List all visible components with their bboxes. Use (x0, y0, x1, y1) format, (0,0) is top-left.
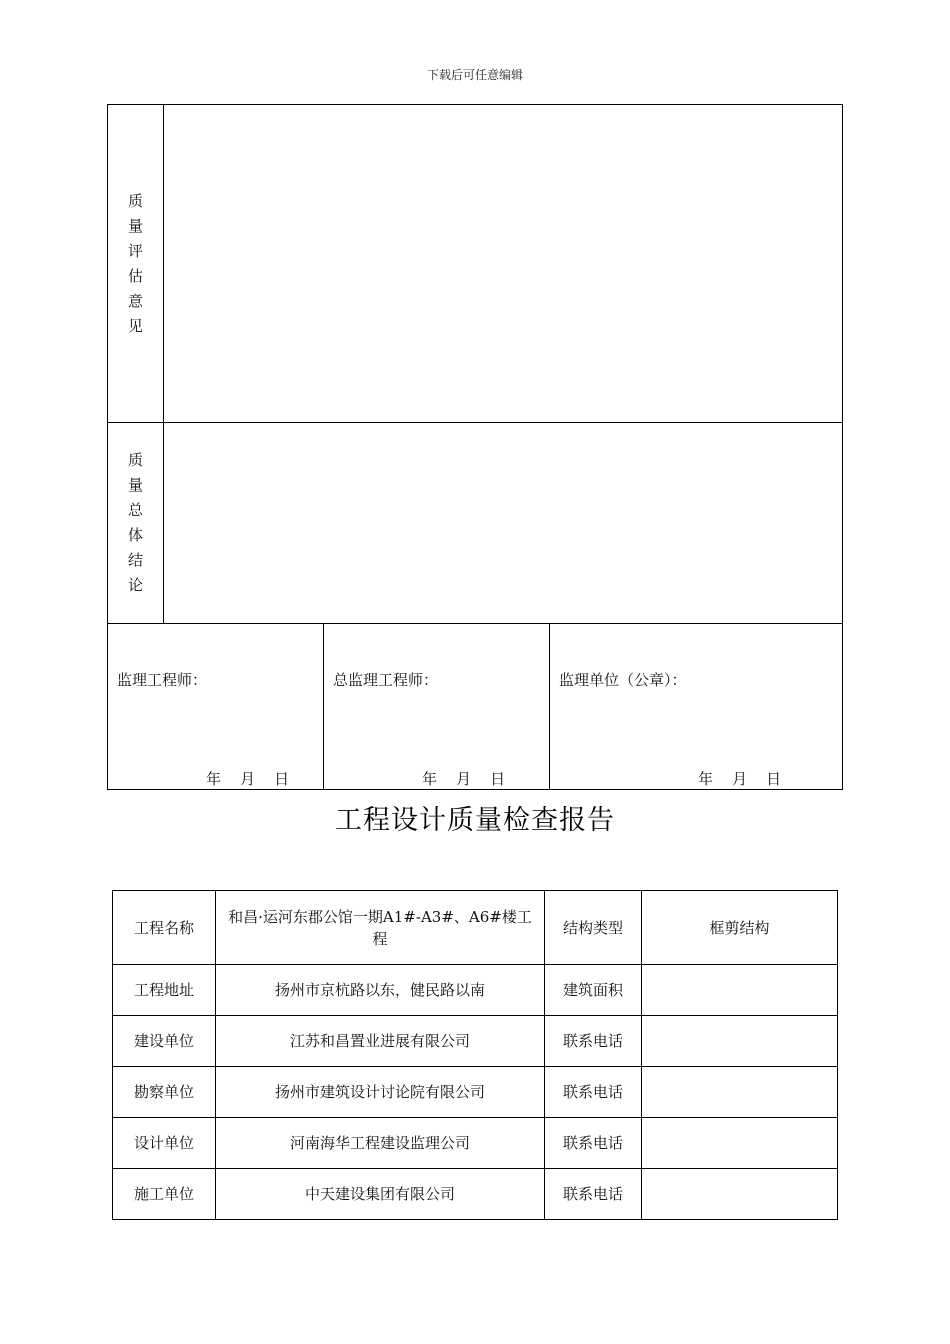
row-label: 联系电话 (545, 1169, 642, 1220)
supervision-unit-label: 监理单位（公章）： (559, 671, 687, 689)
supervising-engineer-signature[interactable] (108, 624, 324, 789)
quality-conclusion-content[interactable] (164, 423, 842, 623)
quality-assessment-label-cell (108, 105, 164, 422)
table-row (113, 1016, 838, 1067)
row-label: 结构类型 (545, 891, 642, 965)
quality-assessment-content[interactable] (164, 105, 842, 422)
row-label: 联系电话 (545, 1118, 642, 1169)
quality-evaluation-table (107, 104, 843, 790)
quality-conclusion-label-cell (108, 423, 164, 623)
quality-assessment-row (108, 105, 842, 423)
row-label: 联系电话 (545, 1067, 642, 1118)
supervision-unit-seal[interactable] (550, 624, 842, 789)
table-row (113, 1169, 838, 1220)
chief-supervising-engineer-label: 总监理工程师： (333, 671, 439, 689)
table-row (113, 891, 838, 965)
row-value[interactable]: 扬州市建筑设计讨论院有限公司 (216, 1067, 545, 1118)
table-row (113, 1118, 838, 1169)
row-value[interactable] (642, 1016, 838, 1067)
row-value[interactable] (642, 1067, 838, 1118)
supervising-engineer-label: 监理工程师： (117, 671, 208, 689)
quality-conclusion-label: 质量总体结论 (128, 451, 144, 594)
row-label: 工程地址 (113, 965, 216, 1016)
table-row (113, 1067, 838, 1118)
row-value[interactable]: 和昌·运河东郡公馆一期A1#-A3#、A6#楼工程 (216, 891, 545, 965)
quality-conclusion-row (108, 423, 842, 624)
report-title: 工程设计质量检查报告 (335, 805, 615, 836)
supervising-engineer-date: 年 月 日 (206, 770, 290, 788)
row-label: 建设单位 (113, 1016, 216, 1067)
chief-supervising-engineer-signature[interactable] (324, 624, 550, 789)
signature-row (108, 624, 842, 789)
row-value[interactable] (642, 1118, 838, 1169)
quality-assessment-label: 质量评估意见 (128, 191, 144, 335)
row-label: 工程名称 (113, 891, 216, 965)
project-info-table (112, 890, 838, 1220)
chief-supervising-engineer-date: 年 月 日 (422, 770, 506, 788)
row-label: 设计单位 (113, 1118, 216, 1169)
row-value[interactable] (642, 1169, 838, 1220)
row-label: 施工单位 (113, 1169, 216, 1220)
row-value[interactable] (642, 965, 838, 1016)
row-label: 勘察单位 (113, 1067, 216, 1118)
row-label: 建筑面积 (545, 965, 642, 1016)
header-note: 下载后可任意编辑 (426, 68, 523, 82)
row-value[interactable]: 河南海华工程建设监理公司 (216, 1118, 545, 1169)
row-value[interactable]: 中天建设集团有限公司 (216, 1169, 545, 1220)
row-label: 联系电话 (545, 1016, 642, 1067)
row-value[interactable]: 江苏和昌置业进展有限公司 (216, 1016, 545, 1067)
row-value[interactable]: 扬州市京杭路以东，健民路以南 (216, 965, 545, 1016)
supervision-unit-date: 年 月 日 (698, 770, 782, 788)
table-row (113, 965, 838, 1016)
row-value[interactable]: 框剪结构 (642, 891, 838, 965)
